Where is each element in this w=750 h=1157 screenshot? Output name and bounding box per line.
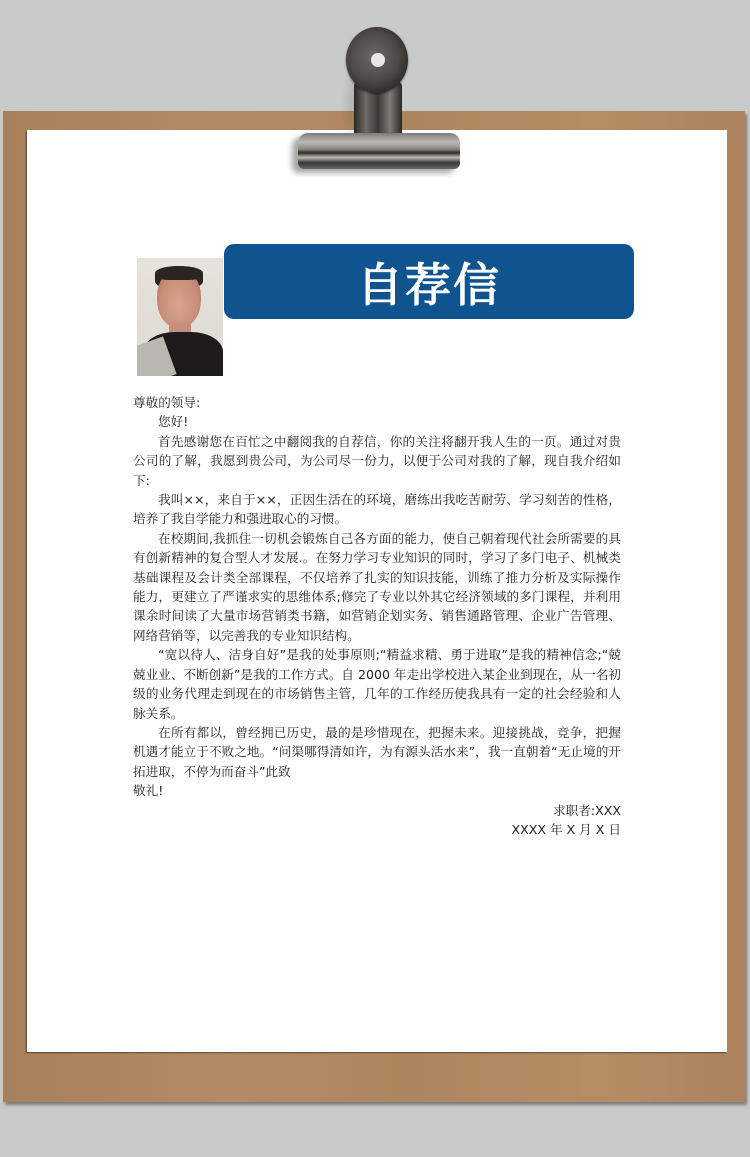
paragraph-closing: 在所有都以，曾经拥已历史，最的是珍惜现在，把握未来。迎接挑战，竞争，把握机遇才能立于不败之地。“问渠哪得清如许，为有源头活水来”，我一直朝着“无止境的开拓进取，不停为而奋斗”此致 [133, 724, 621, 779]
profile-photo [137, 258, 223, 376]
photo-hair-top [155, 266, 203, 280]
binder-clip-hole [371, 53, 385, 67]
paragraph-experience: “宽以待人、洁身自好”是我的处事原则;“精益求精、勇于进取”是我的精神信念;“兢兢业业、不断创新”是我的工作方式。自 2000 年走出学校进入某企业到现在，从一名初级的业务代理走到现在的市场销售主管，几年的工作经历使我具有一定的社会经验和人脉关系。 [133, 647, 621, 721]
page-title: 自荐信 [357, 257, 501, 312]
paragraph-education: 在校期间,我抓住一切机会锻炼自己各方面的能力，使自己朝着现代社会所需要的具有创新精神的复合型人才发展.。在努力学习专业知识的同时，学习了多门电子、机械类基础课程及会计类全部课程，不仅培养了扎实的知识技能，训练了推力分析及实际操作能力，更建立了严谨求实的思维体系;修完了专业以外其它经济领域的多门课程，并利用课余时间读了大量市场营销类书籍，如营销企划实务、销售通路管理、企业广告管理、网络营销等，以完善我的专业知识结构。 [133, 530, 621, 643]
paragraph-background: 我叫××，来自于××，正因生活在的环境，磨练出我吃苦耐劳、学习刻苦的性格，培养了我自学能力和强进取心的习惯。 [133, 492, 621, 527]
signature: 求职者:XXX [553, 802, 621, 818]
date: XXXX 年 X 月 X 日 [511, 821, 621, 837]
letter-body [133, 393, 621, 839]
paragraph-intro: 首先感谢您在百忙之中翻阅我的自荐信，你的关注将翻开我人生的一页。通过对贵公司的了解，我愿到贵公司，为公司尽一份力，以便于公司对我的了解，现自我介绍如下: [133, 433, 621, 488]
binder-clip-base [298, 133, 460, 169]
salutation: 尊敬的领导: [133, 395, 201, 410]
title-banner [224, 244, 634, 319]
closing-salute: 敬礼! [133, 783, 164, 799]
greeting: 您好! [158, 414, 189, 430]
